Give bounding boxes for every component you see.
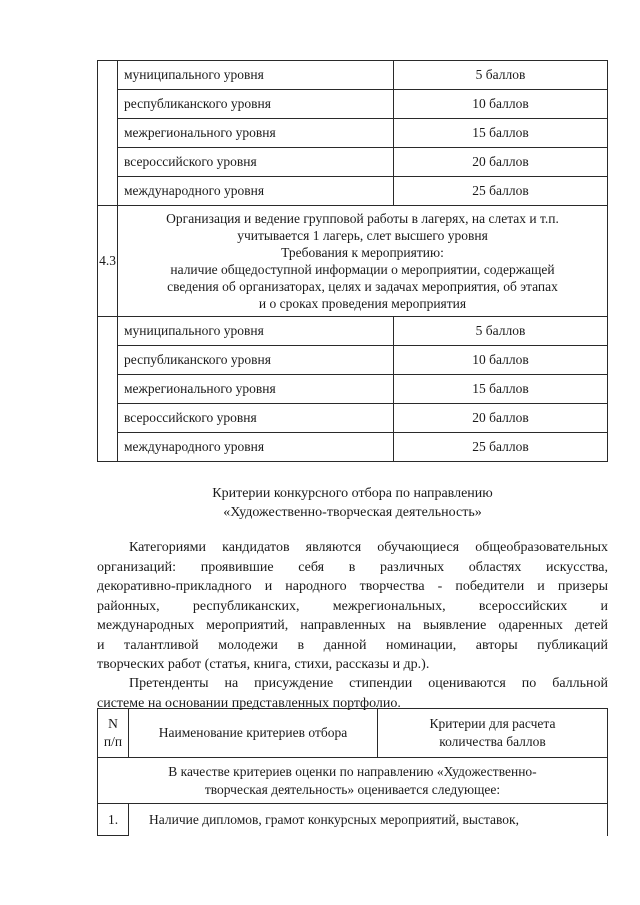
level-cell: муниципального уровня bbox=[118, 61, 394, 90]
table-header-row bbox=[98, 709, 608, 758]
level-cell: муниципального уровня bbox=[118, 317, 394, 346]
level-cell: межрегионального уровня bbox=[118, 119, 394, 148]
table-row bbox=[98, 346, 608, 375]
table-row bbox=[98, 61, 608, 90]
row-number-cell: 1. bbox=[98, 804, 129, 836]
section-line: сведения об организаторах, целях и задачах мероприятия, об этапах bbox=[167, 279, 558, 294]
header-criteria-line: Критерии для расчета bbox=[429, 716, 556, 731]
score-cell: 10 баллов bbox=[394, 90, 608, 119]
level-cell: международного уровня bbox=[118, 177, 394, 206]
header-criteria-line: количества баллов bbox=[439, 734, 546, 749]
table-row bbox=[98, 375, 608, 404]
heading-line: «Художественно-творческая деятельность» bbox=[223, 505, 482, 520]
section-description bbox=[118, 206, 608, 317]
score-cell: 5 баллов bbox=[394, 61, 608, 90]
level-cell: всероссийского уровня bbox=[118, 404, 394, 433]
table-row bbox=[98, 90, 608, 119]
heading-line: Критерии конкурсного отбора по направлению bbox=[212, 486, 493, 501]
intro-line: В качестве критериев оценки по направлению «Художественно- bbox=[168, 763, 537, 779]
header-number-line: N bbox=[108, 716, 118, 731]
table-row bbox=[98, 404, 608, 433]
section-heading bbox=[97, 484, 608, 522]
section-line: Требования к мероприятию: bbox=[281, 245, 444, 260]
section-line: учитывается 1 лагерь, слет высшего уровня bbox=[237, 228, 488, 243]
intro-cell bbox=[98, 758, 608, 804]
level-cell: международного уровня bbox=[118, 433, 394, 462]
row-number-cell bbox=[98, 317, 118, 462]
section-row bbox=[98, 206, 608, 317]
paragraph-line: и талантливой молодежи в данной номинации, авторы публикаций bbox=[97, 637, 608, 653]
score-cell: 15 баллов bbox=[394, 119, 608, 148]
level-cell: республиканского уровня bbox=[118, 90, 394, 119]
score-cell: 20 баллов bbox=[394, 148, 608, 177]
table-row bbox=[98, 317, 608, 346]
level-cell: всероссийского уровня bbox=[118, 148, 394, 177]
section-number: 4.3 bbox=[98, 206, 118, 317]
score-cell: 20 баллов bbox=[394, 404, 608, 433]
paragraph-line: Категориями кандидатов являются обучающиеся общеобразовательных bbox=[129, 540, 608, 555]
paragraph-line: творческих работ (статья, книга, стихи, рассказы и др.). bbox=[97, 657, 430, 672]
score-cell: 15 баллов bbox=[394, 375, 608, 404]
scoring-table-continuation bbox=[97, 60, 608, 462]
intro-line: творческая деятельность» оценивается следующее: bbox=[204, 781, 501, 797]
paragraph-line: декоративно-прикладного и народного творчества - победители и призеры bbox=[97, 579, 608, 594]
paragraph-line: организаций: проявившие себя в различных областях искусства, bbox=[97, 559, 608, 575]
header-number-cell bbox=[98, 709, 129, 758]
section-line: Организация и ведение групповой работы в лагерях, на слетах и т.п. bbox=[166, 211, 559, 226]
paragraph-line: международных мероприятий, направленных на выявление одаренных детей bbox=[97, 618, 608, 633]
score-cell: 25 баллов bbox=[394, 433, 608, 462]
criteria-text-cell: Наличие дипломов, грамот конкурсных мероприятий, выставок, bbox=[129, 804, 608, 836]
level-cell: межрегионального уровня bbox=[118, 375, 394, 404]
row-number-cell bbox=[98, 61, 118, 206]
candidates-paragraph bbox=[97, 538, 608, 675]
table-row bbox=[98, 119, 608, 148]
intro-row bbox=[98, 758, 608, 804]
header-criteria-cell bbox=[378, 709, 608, 758]
paragraph-line: Претенденты на присуждение стипендии оцениваются по балльной bbox=[129, 676, 608, 691]
header-name-cell: Наименование критериев отбора bbox=[129, 709, 378, 758]
table-row bbox=[98, 804, 608, 836]
section-line: наличие общедоступной информации о мероприятии, содержащей bbox=[170, 262, 555, 277]
paragraph-line: районных, республиканских, межрегиональных, всероссийских и bbox=[97, 598, 608, 614]
score-cell: 5 баллов bbox=[394, 317, 608, 346]
score-cell: 10 баллов bbox=[394, 346, 608, 375]
section-line: и о сроках проведения мероприятия bbox=[258, 296, 467, 311]
table-row bbox=[98, 148, 608, 177]
paragraph-line: системе на основании представленных портфолио. bbox=[97, 695, 401, 711]
table-row bbox=[98, 433, 608, 462]
table-row bbox=[98, 177, 608, 206]
level-cell: республиканского уровня bbox=[118, 346, 394, 375]
criteria-table bbox=[97, 708, 608, 836]
score-cell: 25 баллов bbox=[394, 177, 608, 206]
header-number-line: п/п bbox=[103, 734, 123, 749]
